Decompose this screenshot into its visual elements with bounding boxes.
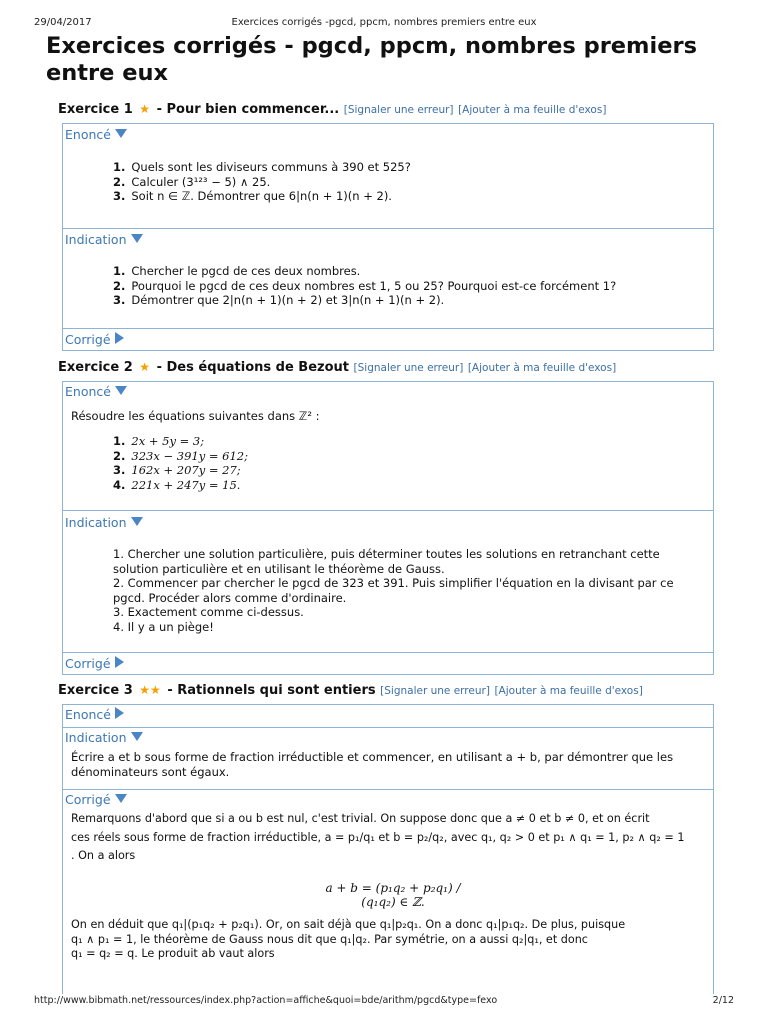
triangle-down-icon	[131, 234, 143, 243]
indication-label: Indication	[65, 730, 127, 745]
corrige-line: On en déduit que q₁|(p₁q₂ + p₂q₁). Or, on sait déjà que q₁|p₂q₁. On a donc q₁|p₁q₂. De plus, puisque	[71, 918, 626, 931]
corrige-toggle[interactable]	[65, 792, 127, 807]
page-title: Exercices corrigés - pgcd, ppcm, nombres premiers entre eux	[46, 33, 697, 86]
list-item: 4. 221x + 247y = 15.	[113, 477, 241, 492]
enonce-label: Enoncé	[65, 707, 111, 722]
divider	[63, 652, 713, 653]
exercise-1-indication-list	[113, 264, 616, 308]
exercise-1-heading	[58, 102, 606, 117]
indication-line: dénominateurs sont égaux.	[71, 764, 230, 779]
page-number: 2/12	[712, 995, 734, 1006]
corrige-line: ces réels sous forme de fraction irréductible, a = p₁/q₁ et b = p₂/q₂, avec q₁, q₂ > 0 et p₁ ∧ q₁ = 1, p₂ ∧ q₂ = 1	[71, 830, 685, 844]
triangle-down-icon	[131, 732, 143, 741]
exercise-2-heading	[58, 360, 616, 375]
exercise-3-box	[62, 704, 714, 994]
exercise-2-enonce-list	[113, 434, 248, 492]
add-to-sheet-link[interactable]: [Ajouter à ma feuille d'exos]	[467, 362, 617, 374]
exercise-2-intro: Résoudre les équations suivantes dans ℤ² :	[71, 409, 320, 423]
indication-toggle[interactable]	[65, 232, 143, 247]
indication-line: solution particulière et en utilisant le théorème de Gauss.	[113, 561, 445, 576]
corrige-label: Corrigé	[65, 792, 111, 807]
enonce-toggle[interactable]	[65, 384, 127, 399]
indication-line: 2. Commencer par chercher le pgcd de 323 et 391. Puis simplifier l'équation en la divisant par ce	[113, 576, 674, 590]
report-error-link[interactable]: [Signaler une erreur]	[353, 362, 464, 374]
exercise-3-number: Exercice 3	[58, 683, 133, 698]
corrige-line: . On a alors	[71, 849, 136, 862]
divider	[63, 228, 713, 229]
triangle-down-icon	[115, 129, 127, 138]
list-item: 3. Soit n ∈ ℤ. Démontrer que 6|n(n + 1)(n + 2).	[113, 189, 392, 203]
footer-url[interactable]: http://www.bibmath.net/ressources/index.php?action=affiche&quoi=bde/arithm/pgcd&type=fexo	[34, 995, 498, 1006]
print-date: 29/04/2017	[34, 17, 92, 28]
star-icon: ★★	[139, 683, 161, 697]
triangle-right-icon	[115, 707, 124, 719]
indication-line: Écrire a et b sous forme de fraction irréductible et commencer, en utilisant a + b, par démontrer que les	[71, 750, 674, 764]
indication-toggle[interactable]	[65, 515, 143, 530]
exercise-1-number: Exercice 1	[58, 102, 133, 117]
exercise-1-enonce-list	[113, 160, 411, 204]
list-item: 1. 2x + 5y = 3;	[113, 434, 205, 448]
exercise-3-indication	[71, 750, 711, 779]
exercise-3-corrige-top	[71, 812, 713, 864]
divider	[63, 727, 713, 728]
list-item: 2. Pourquoi le pgcd de ces deux nombres est 1, 5 ou 25? Pourquoi est-ce forcément 1?	[113, 278, 617, 293]
corrige-label: Corrigé	[65, 332, 111, 347]
indication-toggle[interactable]	[65, 730, 143, 745]
exercise-3-corrige-bottom	[71, 918, 713, 962]
divider	[63, 510, 713, 511]
list-item: 1. Quels sont les diviseurs communs à 390 et 525?	[113, 160, 411, 174]
exercise-1-title: - Pour bien commencer...	[156, 102, 340, 117]
add-to-sheet-link[interactable]: [Ajouter à ma feuille d'exos]	[458, 104, 607, 116]
corrige-formula: a + b = (p₁q₂ + p₂q₁) / (q₁q₂) ∈ ℤ.	[325, 881, 461, 909]
corrige-toggle[interactable]	[65, 656, 124, 671]
print-footer	[34, 995, 734, 1006]
corrige-line: q₁ = q₂ = q. Le produit ab vaut alors	[71, 947, 275, 960]
divider	[63, 789, 713, 790]
list-item: 3. Démontrer que 2|n(n + 1)(n + 2) et 3|n(n + 1)(n + 2).	[113, 293, 445, 307]
enonce-label: Enoncé	[65, 127, 111, 142]
exercise-2-box	[62, 381, 714, 675]
exercise-3-heading	[58, 683, 643, 698]
list-item: 2. 323x − 391y = 612;	[113, 448, 248, 463]
triangle-right-icon	[115, 332, 124, 344]
indication-label: Indication	[65, 515, 127, 530]
corrige-label: Corrigé	[65, 656, 111, 671]
divider	[63, 328, 713, 329]
enonce-toggle[interactable]	[65, 127, 127, 142]
indication-line: 3. Exactement comme ci-dessus.	[113, 605, 304, 619]
triangle-down-icon	[115, 794, 127, 803]
exercise-2-title: - Des équations de Bezout	[156, 360, 349, 375]
exercise-2-indication	[113, 547, 713, 634]
star-icon: ★	[139, 360, 151, 374]
triangle-down-icon	[131, 517, 143, 526]
triangle-right-icon	[115, 656, 124, 668]
exercise-2-number: Exercice 2	[58, 360, 133, 375]
corrige-toggle[interactable]	[65, 332, 124, 347]
enonce-label: Enoncé	[65, 384, 111, 399]
exercise-1-box	[62, 123, 714, 351]
indication-line: 1. Chercher une solution particulière, puis déterminer toutes les solutions en retranchant cette	[113, 547, 660, 561]
exercise-3-title: - Rationnels qui sont entiers	[167, 683, 376, 698]
print-title: Exercices corrigés -pgcd, ppcm, nombres premiers entre eux	[231, 17, 537, 28]
print-header	[34, 17, 734, 28]
add-to-sheet-link[interactable]: [Ajouter à ma feuille d'exos]	[494, 685, 643, 697]
list-item: 3. 162x + 207y = 27;	[113, 463, 241, 477]
list-item: 1. Chercher le pgcd de ces deux nombres.	[113, 264, 361, 278]
report-error-link[interactable]: [Signaler une erreur]	[380, 685, 490, 697]
star-icon: ★	[139, 102, 151, 116]
corrige-line: q₁ ∧ p₁ = 1, le théorème de Gauss nous dit que q₁|q₂. Par symétrie, on a aussi q₂|q₁, et donc	[71, 932, 588, 946]
list-item: 2. Calculer (3¹²³ − 5) ∧ 25.	[113, 174, 271, 189]
corrige-line: Remarquons d'abord que si a ou b est nul, c'est trivial. On suppose donc que a ≠ 0 et b ≠ 0, et on écrit	[71, 812, 650, 825]
triangle-down-icon	[115, 386, 127, 395]
indication-line: 4. Il y a un piège!	[113, 619, 214, 634]
report-error-link[interactable]: [Signaler une erreur]	[343, 104, 454, 116]
enonce-toggle[interactable]	[65, 707, 124, 722]
indication-label: Indication	[65, 232, 127, 247]
indication-line: pgcd. Procéder alors comme d'ordinaire.	[113, 590, 347, 605]
